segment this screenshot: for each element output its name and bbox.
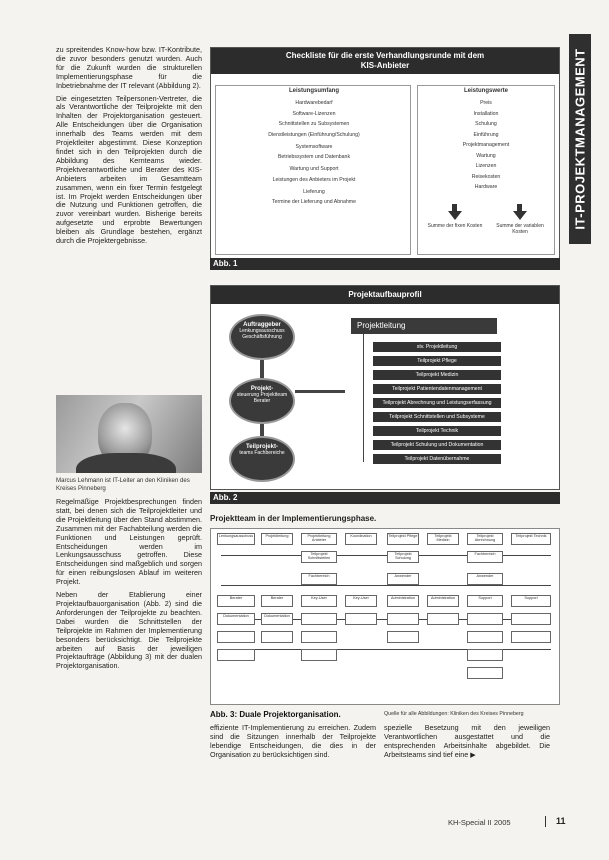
- org-box: [511, 631, 551, 643]
- down-arrow-icon: [513, 211, 527, 220]
- figure-1-title: [211, 48, 559, 74]
- list-item: Hardware: [474, 184, 498, 190]
- list-heading: Leistungswerte: [463, 88, 508, 94]
- sum-fixed: Summe der fixen Kosten: [427, 223, 483, 229]
- org-box: [387, 613, 419, 625]
- org-box: Teilprojekt Technik: [511, 533, 551, 545]
- org-box: Dokumentation: [217, 613, 255, 625]
- org-box: [217, 649, 255, 661]
- text-column-1-top: [56, 46, 202, 250]
- ellipse-teilprojekte: [229, 436, 295, 482]
- org-box: [427, 613, 459, 625]
- org-box: Projektleitung Anbieter: [301, 533, 337, 545]
- list-item: Installation: [473, 110, 499, 117]
- figure-checklist: [210, 47, 560, 259]
- list-item: Schulung: [475, 121, 497, 127]
- footer-divider: [545, 816, 546, 827]
- subproject-box: Teilprojekt Patientendatenmanagement: [373, 384, 501, 394]
- section-label: IT-PROJEKTMANAGEMENT: [572, 48, 588, 230]
- org-box: [467, 631, 503, 643]
- org-box: Teilprojekt Schnittstellen: [301, 551, 337, 563]
- org-box: [217, 631, 255, 643]
- figure-1-label: Abb. 1: [210, 258, 560, 270]
- org-box: Administration: [427, 595, 459, 607]
- subproject-box: Teilprojekt Datenübernahme: [373, 454, 501, 464]
- subproject-box: Teilprojekt Pflege: [373, 356, 501, 366]
- figure-2-label: Abb. 2: [210, 492, 560, 504]
- list-item: Einführung: [473, 131, 499, 138]
- paragraph: effiziente IT-Implementierung zu erreichen. Zudem sind die Sitzungen innerhalb der Teilprojekte lebendige Entscheidungen, die dies in der Organisation zu berücksichtigen sind.: [210, 723, 376, 759]
- list-item: Termine der Lieferung und Abnahme: [272, 199, 356, 205]
- arrow-stem: [452, 204, 457, 211]
- figure-3-label: Abb. 3: Duale Projektorganisation.: [210, 710, 341, 719]
- title-line: Checkliste für die erste Verhandlungsrunde mit dem: [285, 51, 485, 60]
- arrow-stem: [517, 204, 522, 211]
- subproject-box: stv. Projektleitung: [373, 342, 501, 352]
- list-item: Hardwarebedarf: [295, 100, 333, 106]
- leistungswerte-list: [417, 88, 555, 195]
- figure-3-title: Projektteam in der Implementierungsphase.: [210, 514, 377, 523]
- list-heading: Leistungsumfang: [288, 88, 339, 94]
- author-photo: [56, 395, 202, 473]
- org-box: [301, 613, 337, 625]
- org-box: [467, 649, 503, 661]
- connector: [260, 424, 264, 436]
- paragraph: zu spreitendes Know-how bzw. IT-Kontribute, die zuvor besonders genutzt wurden. Auch für die Zukunft wurden die strukturellen Implementierungsphase für die Inbetriebnahme der IT relevant (Abbildung 2).: [56, 45, 202, 90]
- connector: [260, 360, 264, 378]
- org-box: [467, 613, 503, 625]
- paragraph: spezielle Besetzung mit den jeweiligen Verantwortlichen ausgestattet und die entsprechenden Arbeitsinhalte abgebildet. Die Arbeitsteams sind tief eine ▶: [384, 723, 550, 759]
- paragraph: Die eingesetzten Teilpersonen-Vertreter, die als Verantwortliche der Teilprojekte mit den Inhalten der Projektorganisation gesteuert. Alle Entscheidungen über die Organisation innerhalb des Teams werden mit dem Projektleiter abgestimmt. Diese Konzeption findet sich in den Teilprojekten durch die Abbildung des Kernteams wieder. Projektverantwortliche und Berater des KIS-Anbieters arbeiten im Gesamtteam zusammen, wenn ein fixer Termin festgelegt ist. Im Projekt werden Entscheidungen über die Nutzung und Funktionen getroffen, die zuvor vereinbart wurden. Bisherige bereits aufgesetzte und erprobte Bewertungen bleiben als Grundlage bestehen, ergänzt durch die Projektergebnisse.: [56, 93, 202, 246]
- ellipse-text: teams Fachbereiche: [239, 450, 285, 456]
- list-item: Betriebssystem und Datenbank: [277, 154, 351, 160]
- org-box: [511, 613, 551, 625]
- list-item: Dienstleistungen (Einführung/Schulung): [268, 131, 360, 138]
- connector: [295, 390, 345, 393]
- ellipse-title: Teilprojekt-: [246, 444, 278, 450]
- org-box: [301, 631, 337, 643]
- org-box: Teilprojekt Schulung: [387, 551, 419, 563]
- ellipse-title: Projekt-: [250, 386, 274, 392]
- figure-2-title: Projektaufbauprofil: [211, 286, 559, 304]
- subproject-box: Teilprojekt Schnittstellen und Subsysteme: [373, 412, 501, 422]
- list-item: Leistungen des Anbieters im Projekt: [272, 176, 356, 183]
- org-box: Teilprojekt Pflege: [387, 533, 419, 545]
- org-box: [467, 667, 503, 679]
- text-column-3: [384, 724, 550, 764]
- org-box: Lenkungsausschuss: [217, 533, 255, 545]
- list-item: Reisekosten: [471, 173, 501, 180]
- org-box: Teilprojekt Medizin: [427, 533, 459, 545]
- org-box: Fachbereich: [301, 573, 337, 585]
- org-box: Berater: [217, 595, 255, 607]
- org-box: Support: [511, 595, 551, 607]
- list-item: Projektmanagement: [462, 142, 510, 148]
- page-number: 11: [556, 816, 566, 826]
- list-item: Wartung: [476, 152, 496, 159]
- photo-caption: Marcus Lehmann ist IT-Leiter an den Kliniken des Kreises Pinneberg: [56, 477, 190, 492]
- leistungsumfang-list: [215, 88, 413, 210]
- org-box: Teilprojekt Abrechnung: [467, 533, 503, 545]
- org-box: Key-User: [301, 595, 337, 607]
- list-item: Wartung und Support: [289, 166, 339, 172]
- subproject-box: Teilprojekt Technik: [373, 426, 501, 436]
- org-box: [387, 631, 419, 643]
- org-box: Fachbereich: [467, 551, 503, 563]
- list-item: Schnittstellen zu Subsystemen: [278, 121, 350, 127]
- ellipse-text: Lenkungsausschuss Geschäftsführung: [239, 328, 285, 340]
- org-box: Anwender: [387, 573, 419, 585]
- figure-projektteam: [210, 528, 560, 705]
- tree-line: [363, 334, 364, 462]
- ellipse-title: Auftraggeber: [243, 322, 281, 328]
- ellipse-auftraggeber: [229, 314, 295, 360]
- list-item: Lizenzen: [475, 163, 497, 169]
- list-item: Lieferung: [303, 188, 325, 195]
- org-box: [261, 631, 293, 643]
- down-arrow-icon: [448, 211, 462, 220]
- org-box: Berater: [261, 595, 293, 607]
- list-item: Preis: [480, 100, 492, 106]
- org-box: Koordination: [345, 533, 377, 545]
- org-box: Anwender: [467, 573, 503, 585]
- org-box: Support: [467, 595, 503, 607]
- projektleitung-box: Projektleitung: [351, 318, 497, 334]
- org-box: [345, 613, 377, 625]
- org-box: [301, 649, 337, 661]
- list-item: Systemsoftware: [295, 143, 333, 150]
- paragraph: Neben der Etablierung einer Projektaufbauorganisation (Abb. 2) sind die Anforderungen der Teilprojekte zu beachten. Dabei wurden die Schnittstellen der Teilprojekte im Rahmen der Implementierung besonders berücksichtigt. Die Teilprojekte arbeiten auf Basis der jeweiligen Projektaufträge (Abbildung 3) mit der dualen Projektorganisation.: [56, 590, 202, 671]
- text-column-2: [210, 724, 376, 764]
- figure-projektaufbau: [210, 285, 560, 490]
- section-sidebar: [569, 34, 591, 244]
- org-box: Key-User: [345, 595, 377, 607]
- figure-source-note: Quelle für alle Abbildungen: Kliniken des Kreises Pinneberg: [384, 711, 524, 717]
- org-line: [221, 585, 551, 586]
- ellipse-steuerung: [229, 378, 295, 424]
- org-box: Projektleitung: [261, 533, 293, 545]
- subproject-box: Teilprojekt Schulung und Dokumentation: [373, 440, 501, 450]
- text-column-1-bottom: [56, 498, 202, 675]
- paragraph: Regelmäßige Projektbesprechungen finden statt, bei denen sich die Teilprojektleiter und die Projektleitung über den Stand abstimmen. Zusammen mit der Fachabteilung werden die Funktionen und Leistungen geprüft. Entscheidungen werden im Lenkungsausschuss getroffen. Diese Entscheidungen sind maßgeblich und sorgen für einen reibungslosen Ablauf im weiteren Projekt.: [56, 497, 202, 587]
- org-box: Dokumentation: [261, 613, 293, 625]
- sum-variable: Summe der variablen Kosten: [496, 223, 544, 235]
- footer-publication: KH-Special II 2005: [448, 818, 511, 827]
- org-box: Administration: [387, 595, 419, 607]
- subproject-box: Teilprojekt Medizin: [373, 370, 501, 380]
- photo-shirt: [76, 453, 176, 473]
- subproject-box: Teilprojekt Abrechnung und Leistungserfassung: [373, 398, 501, 408]
- title-line: KIS-Anbieter: [360, 61, 410, 70]
- ellipse-text: steuerung Projektteam Berater: [236, 392, 288, 404]
- list-item: Software-Lizenzen: [292, 110, 336, 117]
